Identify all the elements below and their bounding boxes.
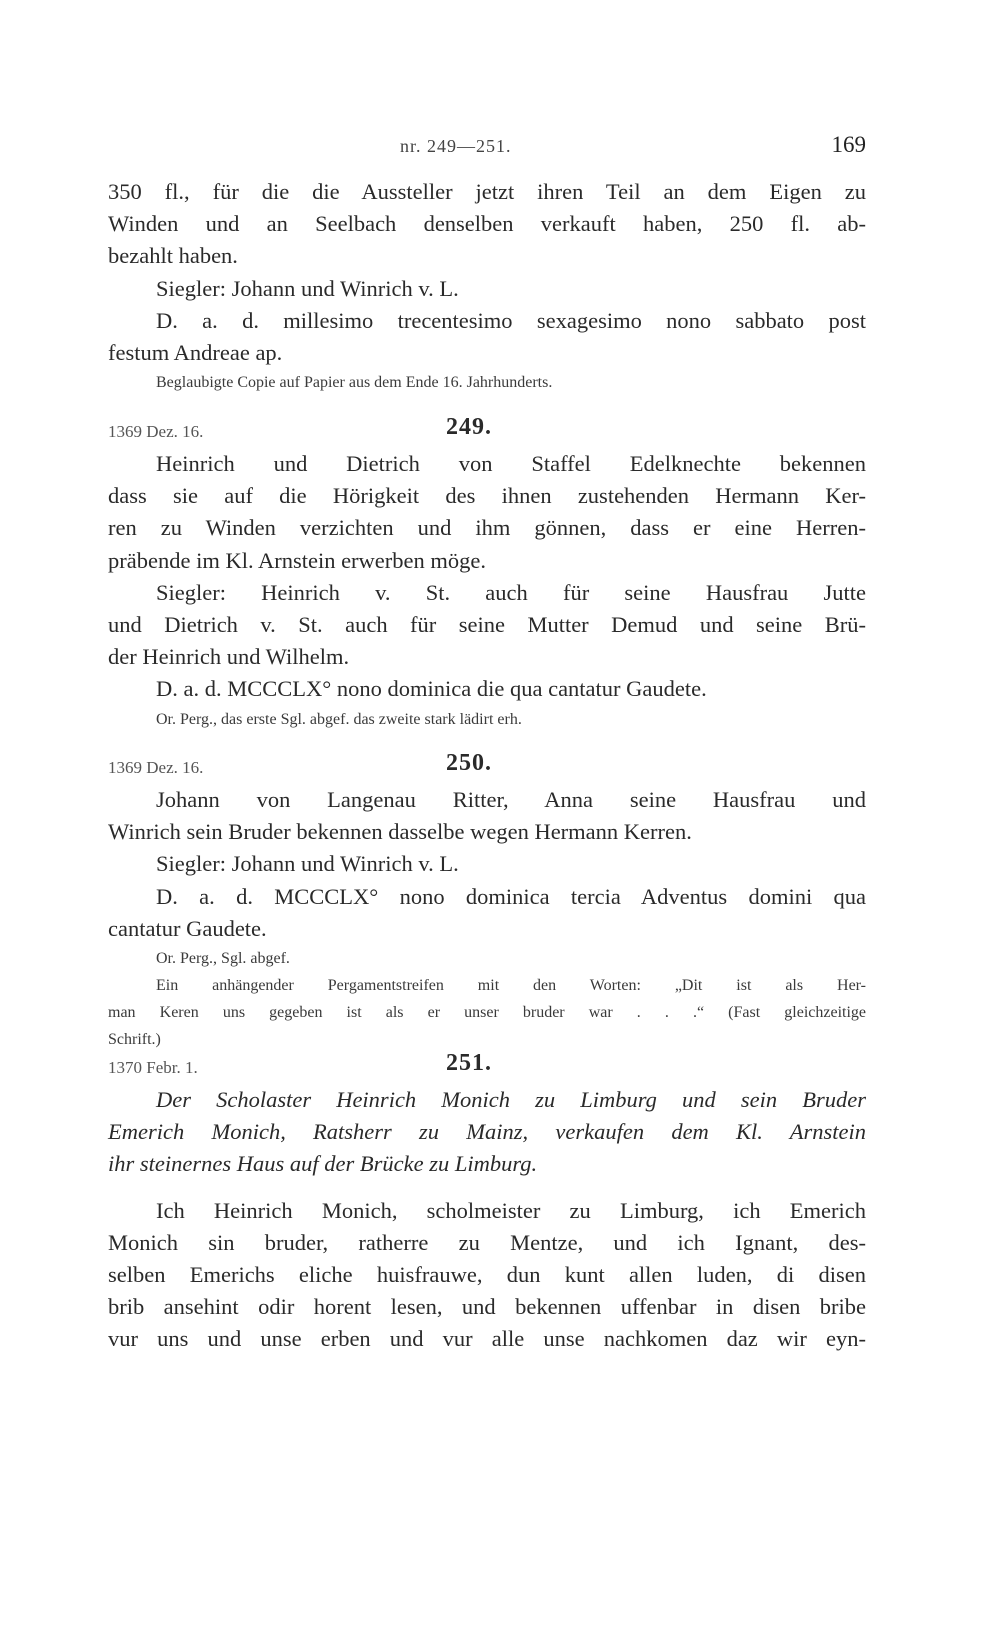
dating-line: D. a. d. millesimo trecentesimo sexagesimo nono sabbato post — [156, 307, 866, 333]
entry-250 — [108, 750, 866, 1053]
entry-249 — [108, 414, 866, 733]
entry-number: 249. — [446, 414, 492, 440]
page-number: 169 — [831, 132, 866, 157]
text-line: bezahlt haben. — [108, 243, 238, 269]
regest-summary-line: Emerich Monich, Ratsherr zu Mainz, verkaufen dem Kl. Arnstein — [108, 1119, 866, 1145]
continuation-block — [108, 176, 866, 396]
entry-heading — [108, 414, 866, 448]
entry-heading — [108, 750, 866, 784]
text-line: selben Emerichs eliche huisfrauwe, dun kunt allen luden, di disen — [108, 1262, 866, 1288]
archival-note: Or. Perg., das erste Sgl. abgef. das zweite stark lädirt erh. — [156, 710, 522, 728]
page-header — [0, 132, 1000, 162]
running-head: nr. 249—251. — [400, 136, 512, 156]
text-line: ren zu Winden verzichten und ihm gönnen, dass er eine Herren- — [108, 515, 866, 541]
siegler-line: der Heinrich und Wilhelm. — [108, 644, 350, 670]
text-line: Heinrich und Dietrich von Staffel Edelknechte bekennen — [156, 451, 866, 476]
text-line: präbende im Kl. Arnstein erwerben möge. — [108, 547, 487, 573]
entry-heading — [108, 1050, 866, 1084]
archival-note: man Keren uns gegeben ist als er unser bruder war . . .“ (Fast gleichzeitige — [108, 1004, 866, 1022]
dating-line: D. a. d. MCCCLX° nono dominica die qua cantatur Gaudete. — [156, 676, 707, 702]
archival-note: Beglaubigte Copie auf Papier aus dem Ende 16. Jahrhunderts. — [156, 374, 553, 392]
regest-summary-line: Der Scholaster Heinrich Monich zu Limburg und sein Bruder — [156, 1087, 866, 1112]
entry-date: 1369 Dez. 16. — [108, 758, 204, 777]
dating-line: cantatur Gaudete. — [108, 915, 267, 941]
text-line: 350 fl., für die die Aussteller jetzt ihren Teil an dem Eigen zu — [108, 179, 866, 204]
entry-number: 251. — [446, 1050, 492, 1076]
archival-note: Ein anhängender Pergamentstreifen mit den Worten: „Dit ist als Her- — [156, 977, 866, 995]
entry-number: 250. — [446, 750, 492, 776]
text-line: Monich sin bruder, ratherre zu Mentze, und ich Ignant, des- — [108, 1229, 866, 1255]
entry-date: 1369 Dez. 16. — [108, 422, 204, 441]
text-line: Winrich sein Bruder bekennen dasselbe wegen Hermann Kerren. — [108, 819, 692, 845]
text-line: dass sie auf die Hörigkeit des ihnen zustehenden Hermann Ker- — [108, 483, 866, 509]
text-line: vur uns und unse erben und vur alle unse nachkomen daz wir eyn- — [108, 1326, 866, 1352]
regest-summary-line: ihr steinernes Haus auf der Brücke zu Limburg. — [108, 1151, 538, 1177]
siegler-line: Siegler: Johann und Winrich v. L. — [156, 851, 459, 877]
archival-note: Schrift.) — [108, 1031, 161, 1049]
siegler-line: Siegler: Johann und Winrich v. L. — [156, 275, 459, 301]
archival-note: Or. Perg., Sgl. abgef. — [156, 950, 290, 968]
text-line: Ich Heinrich Monich, scholmeister zu Limburg, ich Emerich — [156, 1197, 866, 1223]
text-line: brib ansehint odir horent lesen, und bekennen uffenbar in disen bribe — [108, 1294, 866, 1320]
entry-date: 1370 Febr. 1. — [108, 1058, 198, 1077]
entry-251 — [108, 1050, 866, 1356]
text-line: Winden und an Seelbach denselben verkauft haben, 250 fl. ab- — [108, 211, 866, 237]
dating-line: D. a. d. MCCCLX° nono dominica tercia Adventus domini qua — [156, 883, 866, 909]
dating-line: festum Andreae ap. — [108, 340, 283, 366]
text-line: Johann von Langenau Ritter, Anna seine Hausfrau und — [156, 787, 866, 812]
siegler-line: Siegler: Heinrich v. St. auch für seine Hausfrau Jutte — [156, 579, 866, 605]
siegler-line: und Dietrich v. St. auch für seine Mutter Demud und seine Brü- — [108, 612, 866, 638]
